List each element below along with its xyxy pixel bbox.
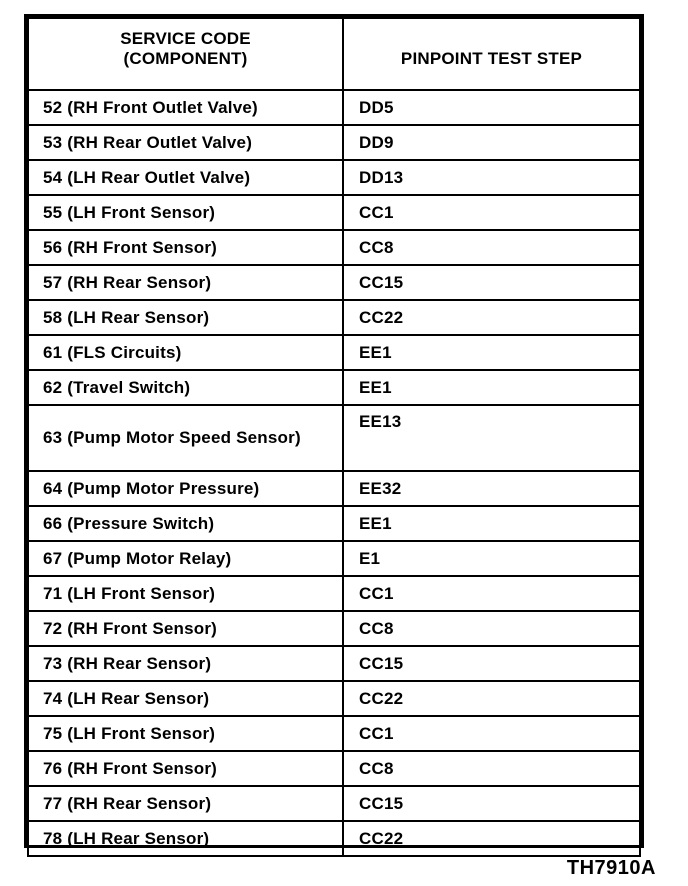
pinpoint-test-step-cell: CC8 <box>343 751 640 786</box>
service-code-cell: 77 (RH Rear Sensor) <box>28 786 343 821</box>
service-code-table <box>27 17 641 857</box>
service-code-cell: 56 (RH Front Sensor) <box>28 230 343 265</box>
pinpoint-test-step-cell: CC22 <box>343 821 640 856</box>
table-row <box>28 681 640 716</box>
service-code-cell: 73 (RH Rear Sensor) <box>28 646 343 681</box>
table-row <box>28 230 640 265</box>
pinpoint-test-step-cell: CC22 <box>343 681 640 716</box>
table-row <box>28 646 640 681</box>
service-code-cell: 53 (RH Rear Outlet Valve) <box>28 125 343 160</box>
service-code-cell: 55 (LH Front Sensor) <box>28 195 343 230</box>
table-row <box>28 821 640 856</box>
service-code-cell: 54 (LH Rear Outlet Valve) <box>28 160 343 195</box>
service-code-cell: 63 (Pump Motor Speed Sensor) <box>28 405 343 471</box>
table-row <box>28 300 640 335</box>
table-header-row <box>28 18 640 90</box>
table-row <box>28 195 640 230</box>
table-row <box>28 786 640 821</box>
pinpoint-test-step-cell: CC22 <box>343 300 640 335</box>
table-row <box>28 541 640 576</box>
table-row <box>28 125 640 160</box>
pinpoint-test-step-cell: DD9 <box>343 125 640 160</box>
service-code-cell: 66 (Pressure Switch) <box>28 506 343 541</box>
column-header-pinpoint-test-step: PINPOINT TEST STEP <box>343 18 640 90</box>
service-code-cell: 76 (RH Front Sensor) <box>28 751 343 786</box>
service-code-cell: 71 (LH Front Sensor) <box>28 576 343 611</box>
service-code-cell: 62 (Travel Switch) <box>28 370 343 405</box>
pinpoint-test-step-cell: DD5 <box>343 90 640 125</box>
service-code-cell: 67 (Pump Motor Relay) <box>28 541 343 576</box>
service-code-table-frame <box>24 14 644 848</box>
service-code-cell: 75 (LH Front Sensor) <box>28 716 343 751</box>
service-code-cell: 74 (LH Rear Sensor) <box>28 681 343 716</box>
pinpoint-test-step-cell: CC8 <box>343 611 640 646</box>
table-row <box>28 335 640 370</box>
pinpoint-test-step-cell: EE32 <box>343 471 640 506</box>
service-code-cell: 61 (FLS Circuits) <box>28 335 343 370</box>
pinpoint-test-step-cell: CC1 <box>343 576 640 611</box>
pinpoint-test-step-cell: EE13 <box>343 405 640 471</box>
table-row <box>28 611 640 646</box>
pinpoint-test-step-cell: CC15 <box>343 646 640 681</box>
pinpoint-test-step-cell: EE1 <box>343 335 640 370</box>
pinpoint-test-step-cell: CC15 <box>343 786 640 821</box>
figure-id-label: TH7910A <box>566 857 656 879</box>
service-code-cell: 64 (Pump Motor Pressure) <box>28 471 343 506</box>
service-code-cell: 57 (RH Rear Sensor) <box>28 265 343 300</box>
table-row <box>28 160 640 195</box>
pinpoint-test-step-cell: EE1 <box>343 506 640 541</box>
table-body <box>28 90 640 856</box>
column-header-service-code <box>28 18 343 90</box>
pinpoint-test-step-cell: CC1 <box>343 195 640 230</box>
pinpoint-test-step-cell: E1 <box>343 541 640 576</box>
service-code-cell: 78 (LH Rear Sensor) <box>28 821 343 856</box>
header-line-service-code: SERVICE CODE <box>120 29 251 48</box>
table-row <box>28 90 640 125</box>
table-row <box>28 716 640 751</box>
service-code-cell: 52 (RH Front Outlet Valve) <box>28 90 343 125</box>
table-row <box>28 265 640 300</box>
pinpoint-test-step-cell: CC8 <box>343 230 640 265</box>
table-row <box>28 370 640 405</box>
pinpoint-test-step-cell: DD13 <box>343 160 640 195</box>
service-code-cell: 72 (RH Front Sensor) <box>28 611 343 646</box>
service-code-cell: 58 (LH Rear Sensor) <box>28 300 343 335</box>
table-row <box>28 506 640 541</box>
header-line-component: (COMPONENT) <box>123 49 248 68</box>
pinpoint-test-step-cell: CC1 <box>343 716 640 751</box>
pinpoint-test-step-cell: CC15 <box>343 265 640 300</box>
table-row <box>28 471 640 506</box>
table-row <box>28 751 640 786</box>
table-row <box>28 576 640 611</box>
pinpoint-test-step-cell: EE1 <box>343 370 640 405</box>
table-row <box>28 405 640 471</box>
